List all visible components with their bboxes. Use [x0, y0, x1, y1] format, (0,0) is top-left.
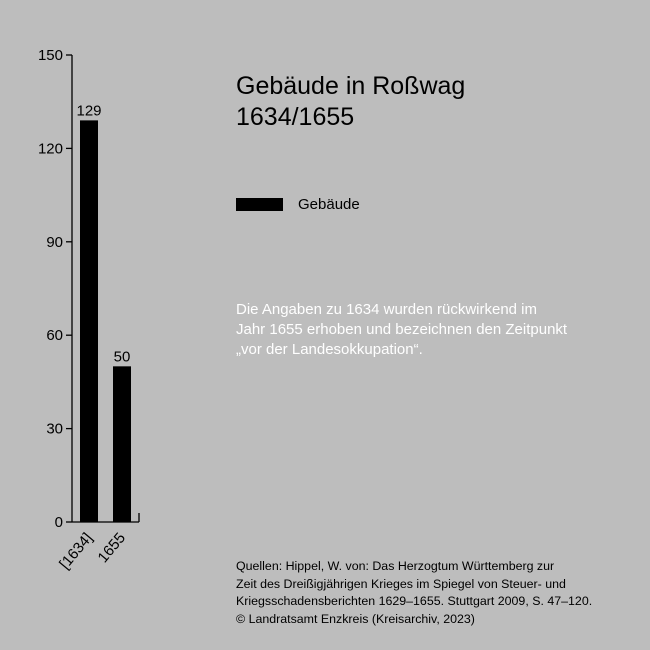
legend-label: Gebäude [298, 196, 360, 213]
y-tick-label: 90 [46, 233, 63, 251]
x-tick-label: [1634] [56, 529, 97, 573]
y-tick-label: 30 [46, 420, 63, 438]
note-line-1: Die Angaben zu 1634 wurden rückwirkend im [236, 301, 538, 318]
bar [113, 366, 131, 522]
chart-title [236, 71, 465, 133]
sources-line-2: Zeit des Dreißigjährigen Krieges im Spiegel von Steuer- und [236, 576, 566, 591]
x-axis-labels [56, 530, 129, 573]
bar-value-label: 129 [76, 102, 102, 120]
note-line-3: „vor der Landesokkupation“. [236, 341, 423, 358]
y-axis-ticks [38, 47, 72, 531]
bar [80, 120, 98, 522]
sources-line-3: Kriegsschadensberichten 1629–1655. Stuttgart 2009, S. 47–120. [236, 594, 593, 608]
x-tick-label: 1655 [94, 529, 130, 567]
y-tick-label: 120 [37, 140, 63, 158]
y-tick-label: 60 [46, 327, 63, 345]
chart-note [236, 300, 636, 360]
chart-legend [236, 196, 360, 213]
chart-title-line-1: Gebäude in Roßwag [236, 72, 466, 100]
y-tick-label: 0 [54, 514, 63, 531]
y-tick-label: 150 [37, 47, 63, 64]
copyright-line: © Landratsamt Enzkreis (Kreisarchiv, 2023) [236, 611, 475, 626]
chart-title-line-2: 1634/1655 [236, 103, 355, 131]
note-line-2: Jahr 1655 erhoben und bezeichnen den Zeitpunkt [236, 321, 568, 338]
sources-citation [236, 558, 636, 628]
chart-bars [76, 102, 131, 522]
bar-value-label: 50 [113, 348, 131, 366]
legend-swatch [236, 198, 283, 211]
sources-line-1: Quellen: Hippel, W. von: Das Herzogtum Württemberg zur [236, 559, 555, 573]
